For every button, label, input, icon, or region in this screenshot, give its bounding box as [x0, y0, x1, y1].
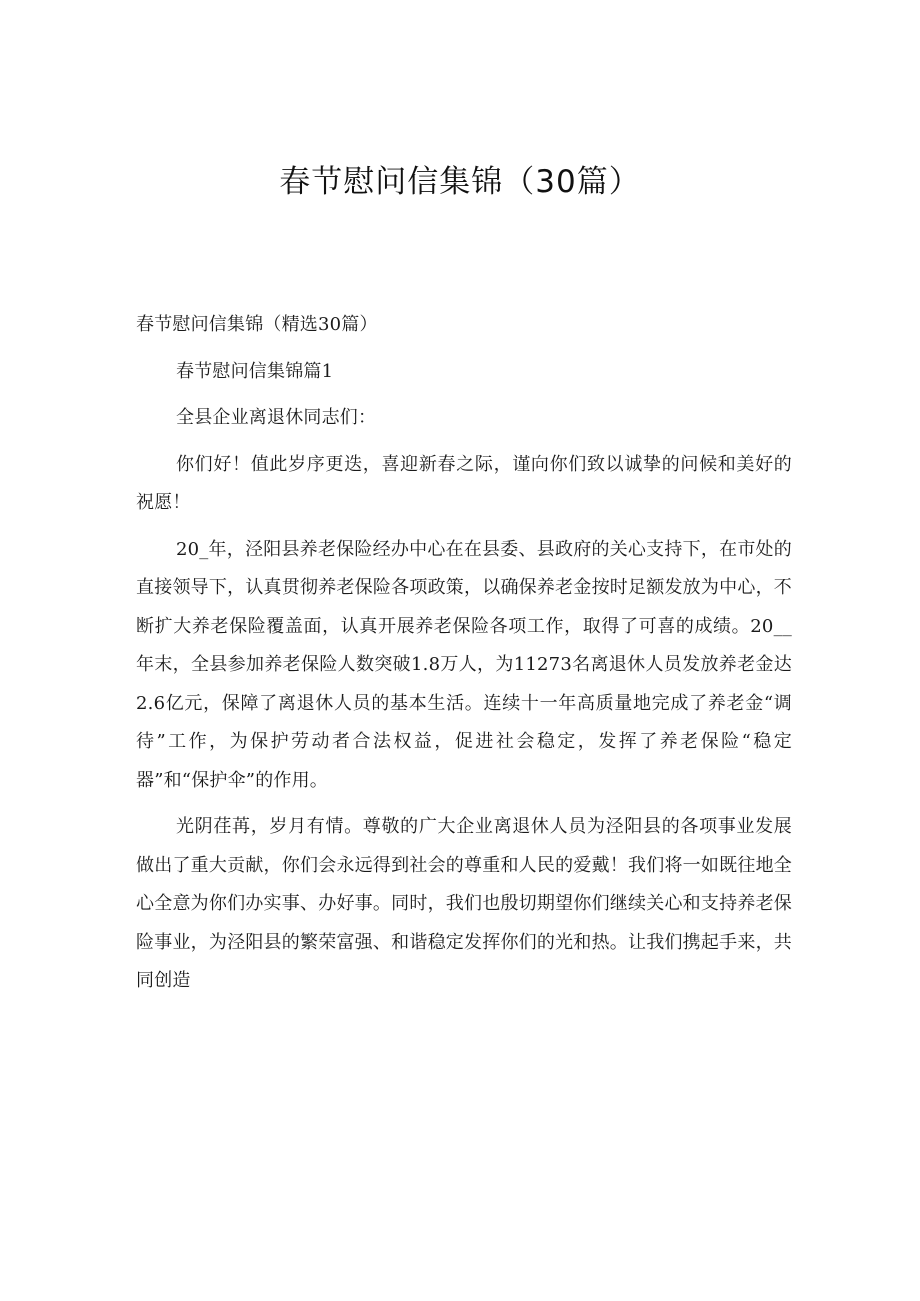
greeting-paragraph: 你们好！值此岁序更迭，喜迎新春之际，谨向你们致以诚挚的问候和美好的祝愿！	[136, 453, 792, 513]
document-title: 春节慰问信集锦（30篇）	[279, 164, 641, 200]
subtitle-paragraph: 春节慰问信集锦（精选30篇）	[136, 314, 378, 335]
document-body	[136, 306, 792, 1009]
section-heading: 春节慰问信集锦篇1	[176, 360, 334, 382]
salutation-paragraph: 全县企业离退休同志们：	[176, 407, 377, 428]
closing-paragraph: 光阴荏苒，岁月有情。尊敬的广大企业离退休人员为泾阳县的各项事业发展做出了重大贡献，你们会永远得到社会的尊重和人民的爱戴！我们将一如既往地全心全意为你们办实事、办好事。同时，我们也殷切期望你们继续关心和支持养老保险事业，为泾阳县的繁荣富强、和谐稳定发挥你们的光和热。让我们携起手来，共同创造	[136, 816, 792, 991]
achievement-paragraph: 20_年，泾阳县养老保险经办中心在在县委、县政府的关心支持下，在市处的直接领导下，认真贯彻养老保险各项政策，以确保养老金按时足额发放为中心，不断扩大养老保险覆盖面，认真开展养老保险各项工作，取得了可喜的成绩。20__年末，全县参加养老保险人数突破1.8万人，为11273名离退休人员发放养老金达2.6亿元，保障了离退休人员的基本生活。连续十一年高质量地完成了养老金“调待”工作，为保护劳动者合法权益，促进社会稳定，发挥了养老保险“稳定器”和“保护伞”的作用。	[136, 538, 792, 791]
